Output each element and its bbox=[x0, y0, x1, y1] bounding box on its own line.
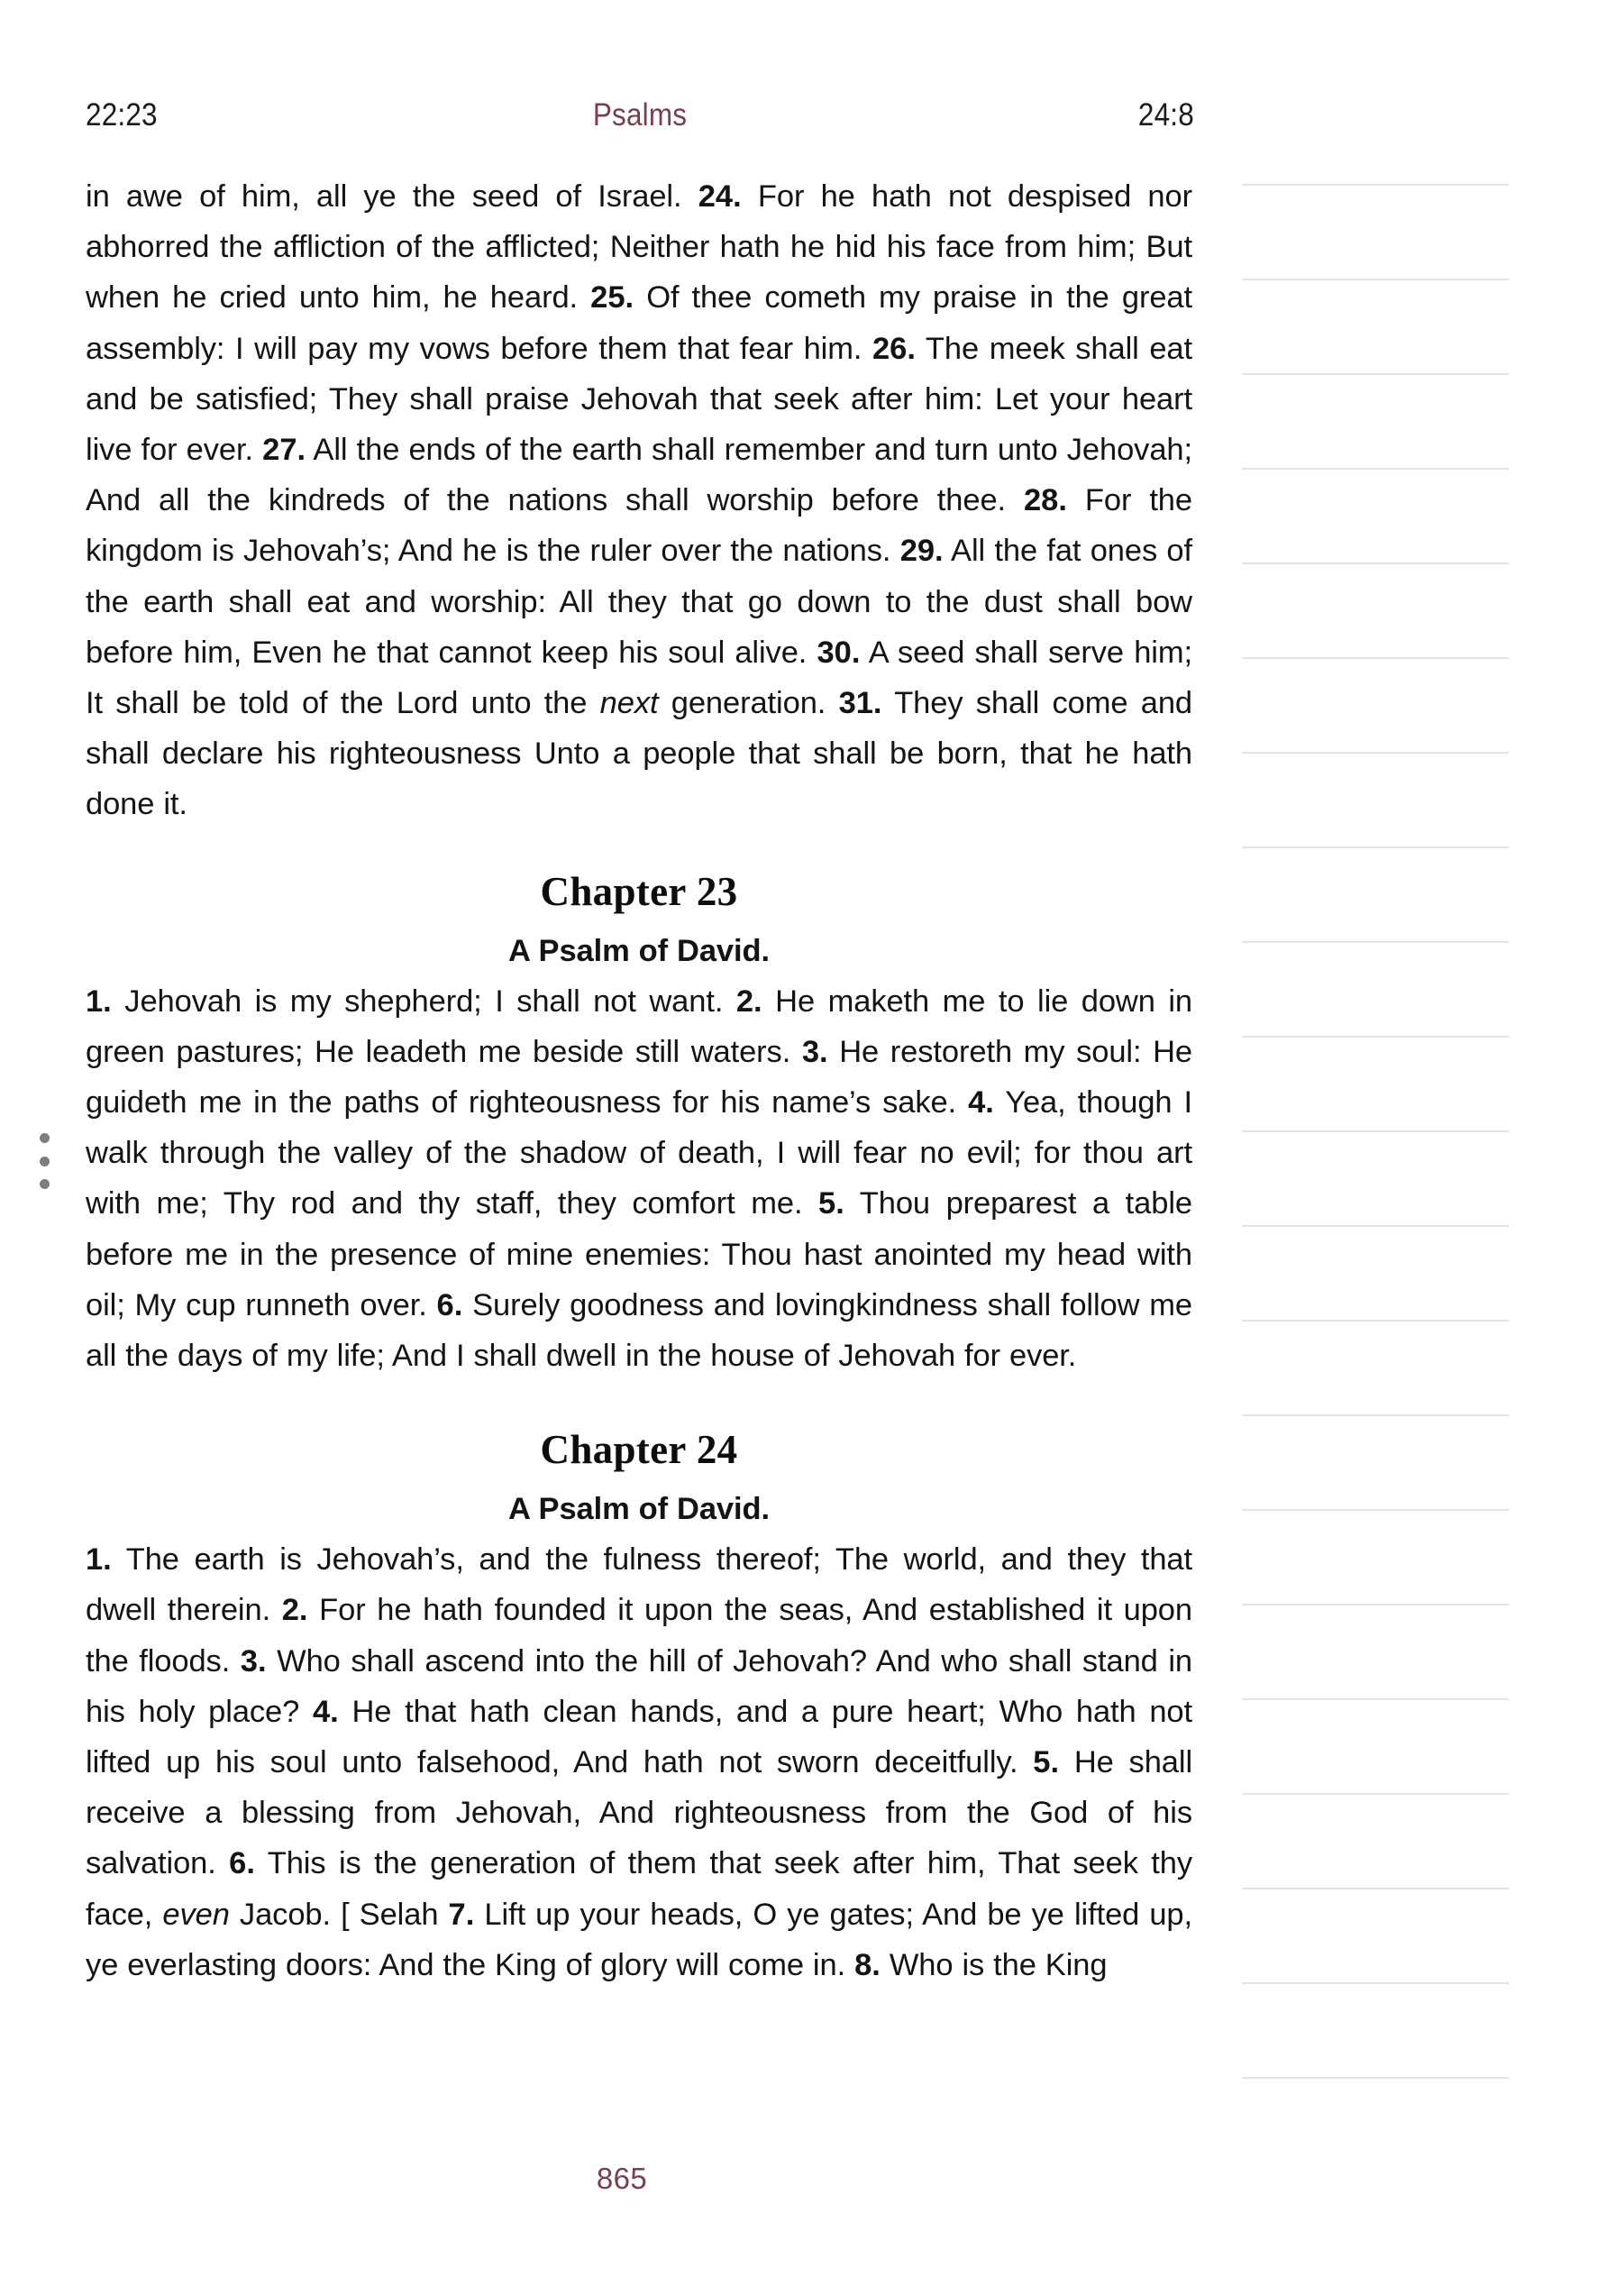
paragraph-continued bbox=[86, 171, 1192, 830]
paragraph-chapter-23 bbox=[86, 976, 1192, 1382]
note-rule-line bbox=[1242, 1225, 1509, 1227]
verse-text: All the ends of the earth shall remember and turn unto Jehovah; And all the kindreds of the nations shall worship before thee. bbox=[86, 433, 1192, 518]
note-rule-line bbox=[1242, 373, 1509, 375]
verse-number: 26. bbox=[872, 331, 916, 366]
chapter-heading-24: Chapter 24 bbox=[540, 1427, 738, 1473]
spacer bbox=[86, 917, 1192, 926]
note-rule-line bbox=[1242, 657, 1509, 659]
note-rule-line bbox=[1242, 846, 1509, 848]
verse-text: Who is the King bbox=[880, 1947, 1108, 1982]
running-head-book-title: Psalms bbox=[592, 97, 688, 133]
note-rule-line bbox=[1242, 1698, 1509, 1700]
verse-number: 4. bbox=[312, 1694, 339, 1729]
page-number: 865 bbox=[596, 2162, 648, 2195]
verse-number: 1. bbox=[86, 983, 112, 1019]
verse-number: 7. bbox=[448, 1897, 475, 1932]
verse-text: Yea, though I walk through the valley of the shadow of death, I will fear no evil; for thou art with me; Thy rod and thy staff, they comfort me. bbox=[86, 1085, 1192, 1221]
verse-text: in awe of him, all ye the seed of Israel. bbox=[86, 179, 698, 214]
verse-number: 6. bbox=[229, 1846, 255, 1881]
verse-number: 2. bbox=[281, 1593, 308, 1628]
verse-number: 31. bbox=[838, 686, 882, 721]
note-rule-line bbox=[1242, 1036, 1509, 1038]
emphasis-text: next bbox=[599, 686, 659, 721]
note-rule-line bbox=[1242, 279, 1509, 280]
running-head bbox=[86, 97, 1194, 144]
spacer bbox=[86, 1381, 1192, 1424]
note-rule-line bbox=[1242, 1793, 1509, 1795]
verse-number: 25. bbox=[590, 280, 634, 316]
note-rule-line bbox=[1242, 1320, 1509, 1322]
paragraph-chapter-24 bbox=[86, 1534, 1192, 1990]
verse-text: A seed shall serve him; It shall be told of the Lord unto the bbox=[86, 635, 1192, 721]
vertical-three-dots-icon[interactable] bbox=[34, 1133, 54, 1189]
verse-text: Jacob. [ Selah bbox=[229, 1897, 449, 1932]
note-rule-line bbox=[1242, 1982, 1509, 1984]
verse-text: He restoreth my soul: He guideth me in the paths of righteousness for his name’s sake. bbox=[86, 1034, 1192, 1121]
notes-ruled-area[interactable] bbox=[1242, 184, 1509, 2167]
note-rule-line bbox=[1242, 2077, 1509, 2079]
verse-text: He shall receive a blessing from Jehovah, And righteousness from the God of his salvation. bbox=[86, 1745, 1193, 1881]
dot bbox=[40, 1157, 50, 1166]
chapter-heading-23: Chapter 23 bbox=[540, 868, 738, 914]
chapter-subtitle-23: A Psalm of David. bbox=[508, 933, 770, 968]
spacer bbox=[86, 830, 1192, 866]
verse-text: He maketh me to lie down in green pastures; He leadeth me beside still waters. bbox=[86, 983, 1192, 1069]
note-rule-line bbox=[1242, 752, 1509, 754]
note-rule-line bbox=[1242, 1130, 1509, 1132]
verse-text: Surely goodness and lovingkindness shall follow me all the days of my life; And I shall dwell in the house of Jehovah for ever. bbox=[86, 1287, 1192, 1374]
verse-text: The earth is Jehovah’s, and the fulness thereof; The world, and they that dwell therein. bbox=[86, 1542, 1192, 1628]
note-rule-line bbox=[1242, 1888, 1509, 1889]
verse-text: Thou preparest a table before me in the presence of mine enemies: Thou hast anointed my head with oil; My cup runneth over. bbox=[86, 1186, 1192, 1322]
verse-text: For the kingdom is Jehovah’s; And he is the ruler over the nations. bbox=[86, 483, 1192, 569]
verse-text: This is the generation of them that seek after him, That seek thy face, bbox=[86, 1846, 1192, 1932]
verse-text: They shall come and shall declare his righteousness Unto a people that shall be born, that he hath done it. bbox=[86, 686, 1193, 822]
verse-text: Of thee cometh my praise in the great assembly: I will pay my vows before them that fear him. bbox=[86, 280, 1192, 366]
verse-number: 8. bbox=[854, 1947, 881, 1982]
running-head-start-ref: 22:23 bbox=[86, 97, 158, 133]
verse-number: 28. bbox=[1023, 483, 1067, 518]
verse-number: 24. bbox=[698, 179, 742, 214]
verse-text: generation. bbox=[658, 686, 839, 721]
verse-text: Who shall ascend into the hill of Jehovah? And who shall stand in his holy place? bbox=[86, 1643, 1192, 1729]
dot bbox=[40, 1133, 50, 1143]
emphasis-text: even bbox=[162, 1897, 230, 1932]
verse-text: He that hath clean hands, and a pure heart; Who hath not lifted up his soul unto falsehood, And hath not sworn deceitfully. bbox=[86, 1694, 1192, 1780]
dot bbox=[40, 1179, 50, 1189]
verse-text: The meek shall eat and be satisfied; They shall praise Jehovah that seek after him: Let your heart live for ever. bbox=[86, 331, 1192, 468]
verse-number: 5. bbox=[818, 1186, 844, 1221]
note-rule-line bbox=[1242, 941, 1509, 943]
note-rule-line bbox=[1242, 468, 1509, 470]
verse-text: All the fat ones of the earth shall eat and worship: All they that go down to the dust shall bow before him, Even he that cannot keep his soul alive. bbox=[86, 534, 1192, 670]
chapter-subtitle-24: A Psalm of David. bbox=[508, 1492, 770, 1527]
verse-text: Jehovah is my shepherd; I shall not want. bbox=[111, 983, 736, 1019]
note-rule-line bbox=[1242, 184, 1509, 186]
verse-number: 5. bbox=[1033, 1745, 1060, 1780]
verse-number: 3. bbox=[240, 1643, 267, 1679]
verse-number: 27. bbox=[262, 433, 306, 468]
verse-number: 1. bbox=[86, 1542, 112, 1578]
verse-text: For he hath founded it upon the seas, And established it upon the floods. bbox=[86, 1593, 1192, 1679]
verse-number: 30. bbox=[817, 635, 861, 670]
verse-text: For he hath not despised nor abhorred the affliction of the afflicted; Neither hath he hid his face from him; But when he cried unto him, he heard. bbox=[86, 179, 1192, 316]
verse-number: 6. bbox=[436, 1287, 463, 1322]
verse-number: 3. bbox=[801, 1034, 828, 1069]
note-rule-line bbox=[1242, 1414, 1509, 1416]
note-rule-line bbox=[1242, 563, 1509, 564]
note-rule-line bbox=[1242, 1604, 1509, 1605]
spacer bbox=[86, 1475, 1192, 1484]
verse-number: 4. bbox=[968, 1085, 994, 1121]
verse-number: 29. bbox=[899, 534, 944, 569]
verse-text: Lift up your heads, O ye gates; And be ye lifted up, ye everlasting doors: And the King of glory will come in. bbox=[86, 1897, 1193, 1982]
note-rule-line bbox=[1242, 1509, 1509, 1511]
scripture-text-column[interactable] bbox=[86, 171, 1192, 1990]
verse-number: 2. bbox=[735, 983, 762, 1019]
running-head-end-ref: 24:8 bbox=[1137, 97, 1194, 133]
